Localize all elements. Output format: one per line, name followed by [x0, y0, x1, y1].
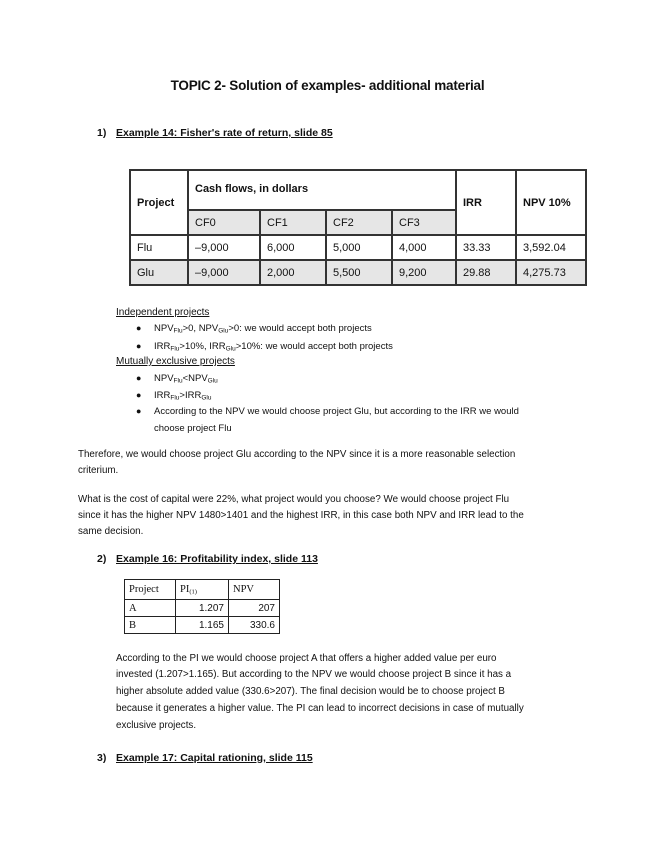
cashflow-table: [129, 169, 587, 286]
bullet-icon: ●: [136, 390, 142, 400]
cost-line-3: same decision.: [78, 526, 144, 537]
cell-cf1: 2,000: [260, 260, 326, 285]
page-title: TOPIC 2- Solution of examples- additional material: [170, 78, 485, 93]
pi-table: [124, 579, 280, 634]
bullet-icon: ●: [136, 323, 142, 333]
header-project: Project: [130, 170, 188, 235]
pi-para-line-2: invested (1.207>1.165). But according to the NPV we would choose project B since it has a: [116, 669, 512, 680]
therefore-line-1: Therefore, we would choose project Glu according to the NPV since it is a more reasonable selection: [78, 449, 516, 460]
table-row: [125, 600, 280, 617]
pi-para-line-4: because it generates a higher value. The PI can lead to incorrect decisions in case of mutually: [116, 703, 524, 714]
cell-project: Glu: [130, 260, 188, 285]
cell-project: B: [125, 617, 176, 634]
cell-irr: 29.88: [456, 260, 516, 285]
header-npv: NPV 10%: [516, 170, 586, 235]
cell-cf3: 9,200: [392, 260, 456, 285]
section-1-number: 1): [97, 127, 107, 139]
table-row: [130, 260, 586, 285]
mutual-bullet-irr: ● $IRR_{Flu}>IRR_{Glu}$: [154, 387, 211, 407]
cost-line-1: What is the cost of capital were 22%, what project would you choose? We would choose project Flu: [78, 494, 510, 505]
cell-npv: 207: [229, 600, 280, 617]
cell-npv: 330.6: [229, 617, 280, 634]
cost-line-2: since it has the higher NPV 1480>1401 and the highest IRR, in this case both NPV and IRR lead to the: [78, 510, 524, 521]
header-cashflows: Cash flows, in dollars: [188, 170, 456, 210]
section-2-number: 2): [97, 553, 107, 565]
section-3-number: 3): [97, 752, 107, 764]
bullet-icon: ●: [136, 373, 142, 383]
cell-cf3: 4,000: [392, 235, 456, 260]
bullet-icon: ●: [136, 406, 142, 416]
cell-cf0: –9,000: [188, 260, 260, 285]
section-1-label: Example 14: Fisher's rate of return, slide 85: [116, 127, 333, 139]
mutual-bullet-decision-cont: choose project Flu: [154, 423, 232, 434]
pi-para-line-5: exclusive projects.: [116, 720, 197, 731]
header-cf2: CF2: [326, 210, 392, 235]
pi-para-line-1: According to the PI we would choose project A that offers a higher added value per euro: [116, 653, 497, 664]
therefore-line-2: criterium.: [78, 465, 119, 476]
section-2-label: Example 16: Profitability index, slide 113: [116, 553, 318, 565]
table-row: [130, 235, 586, 260]
table-row: [125, 617, 280, 634]
header-cf0: CF0: [188, 210, 260, 235]
cell-project: Flu: [130, 235, 188, 260]
header-irr: IRR: [456, 170, 516, 235]
independent-heading: Independent projects: [116, 307, 210, 318]
cell-cf0: –9,000: [188, 235, 260, 260]
cell-npv: 4,275.73: [516, 260, 586, 285]
independent-bullet-npv: ● $NPV_{Flu}>0$, $NPV_{Glu}>0$: we would accept both projects: [154, 320, 372, 340]
cell-project: A: [125, 600, 176, 617]
section-1-heading: [97, 127, 333, 139]
bullet-icon: ●: [136, 341, 142, 351]
mutual-bullet-decision: ● According to the NPV we would choose project Glu, but according to the IRR we would: [154, 403, 519, 420]
cell-cf2: 5,500: [326, 260, 392, 285]
section-2-heading: [97, 553, 318, 565]
header-npv: NPV: [229, 580, 280, 600]
cell-pi: 1.207: [176, 600, 229, 617]
pi-para-line-3: higher absolute added value (330.6>207). The final decision would be to choose project B: [116, 686, 505, 697]
cell-irr: 33.33: [456, 235, 516, 260]
cell-npv: 3,592.04: [516, 235, 586, 260]
mutual-heading: Mutually exclusive projects: [116, 356, 235, 367]
header-cf3: CF3: [392, 210, 456, 235]
cell-cf1: 6,000: [260, 235, 326, 260]
header-cf1: CF1: [260, 210, 326, 235]
independent-bullet-irr: ● $IRR_{Flu}>10\%$, $IRR_{Glu}>10\%$: we would accept both projects: [154, 338, 393, 358]
cell-cf2: 5,000: [326, 235, 392, 260]
mutual-bullet-npv: ● $NPV_{Flu}<NPV_{Glu}$: [154, 370, 218, 390]
header-project: Project: [125, 580, 176, 600]
header-pi: $PI_{(1)}$: [176, 580, 229, 600]
cell-pi: 1.165: [176, 617, 229, 634]
section-3-heading: [97, 752, 313, 764]
section-3-label: Example 17: Capital rationing, slide 115: [116, 752, 313, 764]
